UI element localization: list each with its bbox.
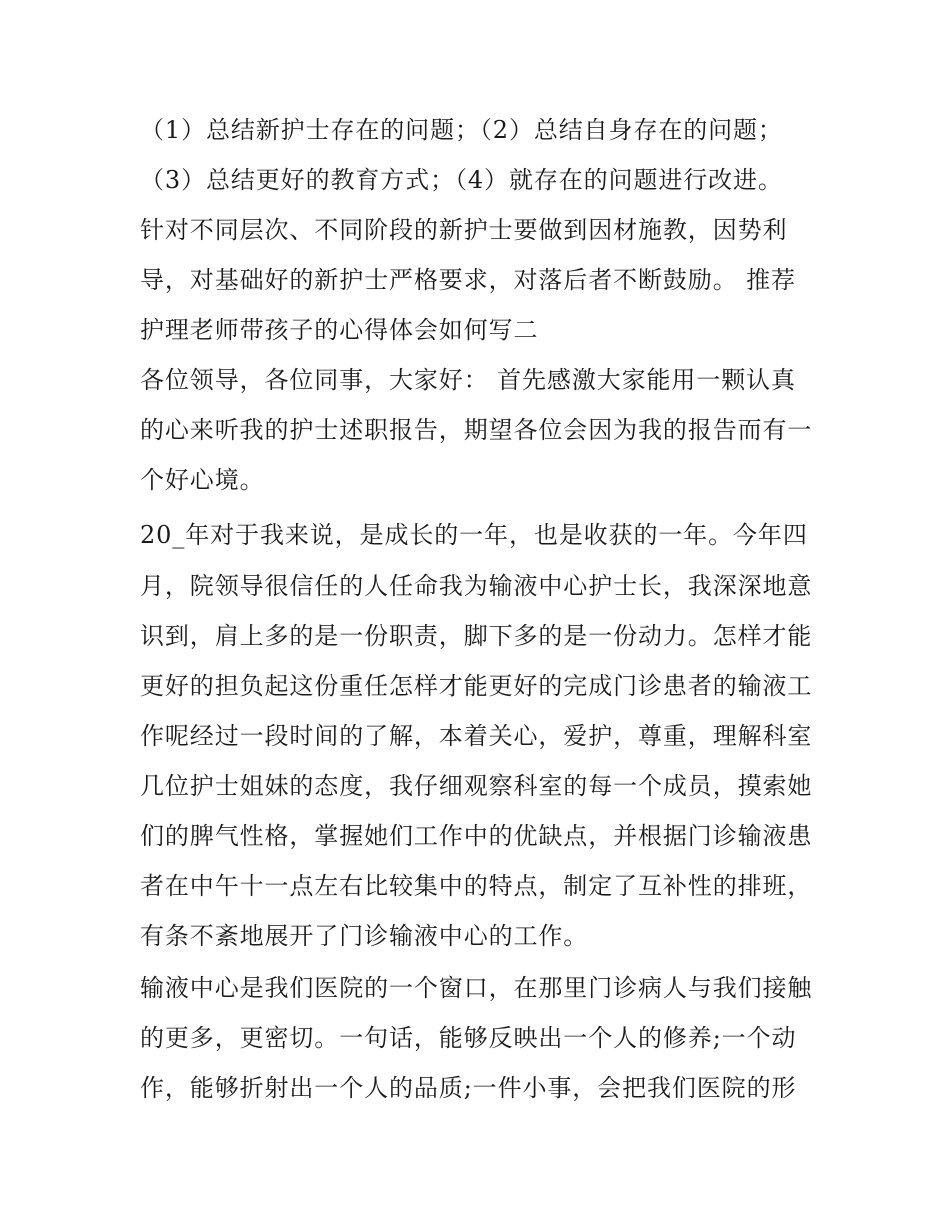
text-line: 20_年对于我来说，是成长的一年，也是收获的一年。今年四 (140, 521, 808, 549)
text-line: 们的脾气性格，掌握她们工作中的优缺点，并根据门诊输液患 (140, 822, 813, 850)
text-line: 导，对基础好的新护士严格要求，对落后者不断鼓励。 推荐 (140, 266, 796, 294)
text-line: （1）总结新护士存在的问题；（2）总结自身存在的问题； (140, 116, 783, 144)
text-line: 有条不紊地展开了门诊输液中心的工作。 (140, 922, 589, 950)
text-line: 作呢经过一段时间的了解，本着关心，爱护，尊重，理解科室 (140, 722, 813, 750)
text-line: 输液中心是我们医院的一个窗口，在那里门诊病人与我们接触 (140, 974, 813, 1002)
text-line: 个好心境。 (140, 466, 265, 494)
text-line: 者在中午十一点左右比较集中的特点，制定了互补性的排班， (140, 872, 813, 900)
text-line: 作，能够折射出一个人的品质;一件小事，会把我们医院的形 (140, 1074, 797, 1102)
text-line: 护理老师带孩子的心得体会如何写二 (140, 316, 539, 344)
text-line: （3）总结更好的教育方式；（4）就存在的问题进行改进。 (140, 166, 783, 194)
text-line: 几位护士姐妹的态度，我仔细观察科室的每一个成员，摸索她 (140, 772, 813, 800)
text-line: 的更多，更密切。一句话，能够反映出一个人的修养;一个动 (140, 1024, 797, 1052)
text-line: 更好的担负起这份重任怎样才能更好的完成门诊患者的输液工 (140, 672, 813, 700)
text-line: 各位领导，各位同事，大家好： 首先感激大家能用一颗认真 (140, 366, 796, 394)
text-line: 针对不同层次、不同阶段的新护士要做到因材施教，因势利 (140, 216, 788, 244)
text-line: 月，院领导很信任的人任命我为输液中心护士长，我深深地意 (140, 572, 813, 600)
text-line: 识到，肩上多的是一份职责，脚下多的是一份动力。怎样才能 (140, 622, 813, 650)
text-line: 的心来听我的护士述职报告，期望各位会因为我的报告而有一 (140, 416, 813, 444)
